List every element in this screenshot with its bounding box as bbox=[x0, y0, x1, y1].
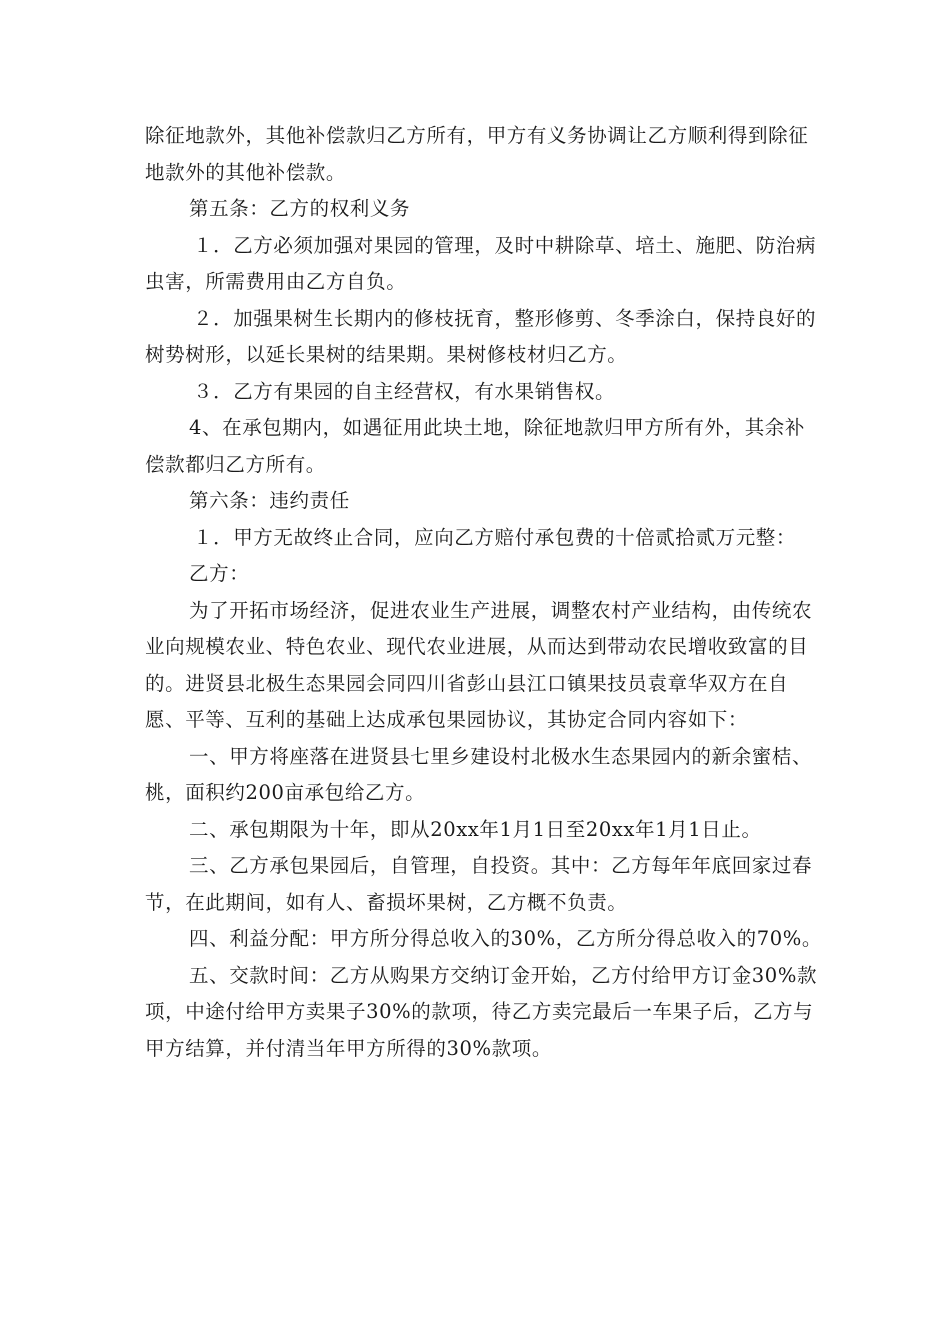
clause-3: 三、乙方承包果园后，自管理，自投资。其中：乙方每年年底回家过春节，在此期间，如有人、畜损坏果树，乙方概不负责。 bbox=[145, 854, 813, 914]
party-b-label: 乙方： bbox=[189, 562, 250, 585]
clause-5-3: ３．乙方有果园的自主经营权，有水果销售权。 bbox=[193, 379, 616, 403]
clause-5-1: １．乙方必须加强对果园的管理，及时中耕除草、培土、施肥、防治病虫害，所需费用由乙方自负。 bbox=[145, 233, 817, 293]
clause-5-4: 4、在承包期内，如遇征用此块土地，除征地款归甲方所有外，其余补偿款都归乙方所有。 bbox=[145, 416, 806, 476]
heading-article-5: 第五条：乙方的权利义务 bbox=[189, 197, 411, 220]
document-body bbox=[145, 118, 825, 1067]
clause-4: 四、利益分配：甲方所分得总收入的30%，乙方所分得总收入的70%。 bbox=[189, 927, 822, 950]
clause-1: 一、甲方将座落在进贤县七里乡建设村北极水生态果园内的新余蜜桔、桃，面积约200亩承包给乙方。 bbox=[145, 744, 813, 804]
clause-2: 二、承包期限为十年，即从20xx年1月1日至20xx年1月1日止。 bbox=[189, 817, 762, 841]
paragraph-preamble: 为了开拓市场经济，促进农业生产进展，调整农村产业结构，由传统农业向规模农业、特色农业、现代农业进展，从而达到带动农民增收致富的目的。进贤县北极生态果园会同四川省彭山县江口镇果技员袁章华双方在自愿、平等、互利的基础上达成承包果园协议，其协定合同内容如下： bbox=[145, 598, 813, 731]
heading-article-6: 第六条：违约责任 bbox=[189, 489, 350, 512]
clause-5-2: ２．加强果树生长期内的修枝抚育，整形修剪、冬季涂白，保持良好的树势树形，以延长果树的结果期。果树修枝材归乙方。 bbox=[145, 306, 817, 366]
clause-5: 五、交款时间：乙方从购果方交纳订金开始，乙方付给甲方订金30%款项，中途付给甲方卖果子30%的款项，待乙方卖完最后一车果子后，乙方与甲方结算，并付清当年甲方所得的30%款项。 bbox=[145, 963, 818, 1060]
clause-6-1: １．甲方无故终止合同，应向乙方赔付承包费的十倍贰拾贰万元整： bbox=[193, 525, 797, 549]
paragraph-compensation: 除征地款外，其他补偿款归乙方所有，甲方有义务协调让乙方顺利得到除征地款外的其他补偿款。 bbox=[145, 124, 809, 184]
